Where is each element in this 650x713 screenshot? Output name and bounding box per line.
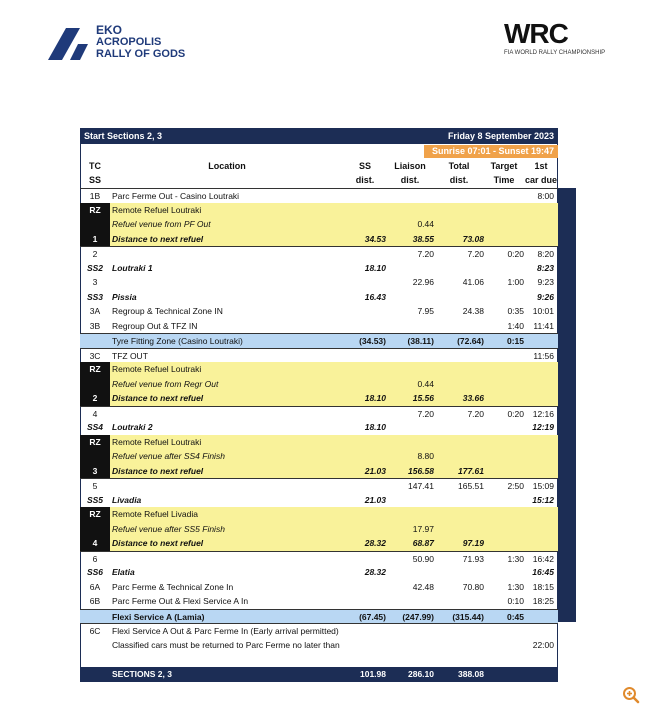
table-date: Friday 8 September 2023 bbox=[447, 131, 554, 141]
cell-location: Elatia bbox=[112, 567, 135, 577]
table-row bbox=[80, 290, 558, 305]
col-total-2: dist. bbox=[449, 175, 469, 185]
table-row bbox=[80, 551, 558, 566]
cell-ss-dist: 34.53 bbox=[364, 233, 386, 244]
cell-ss-dist: 21.03 bbox=[364, 465, 386, 476]
sun-times-bar bbox=[424, 145, 558, 158]
cell-liaison-dist: 0.44 bbox=[417, 219, 434, 229]
col-ss-label: SS bbox=[88, 175, 101, 185]
table-row bbox=[80, 217, 558, 232]
cell-location: Distance to next refuel bbox=[112, 465, 204, 476]
cell-first-car-due: 16:42 bbox=[532, 553, 554, 564]
cell-total-dist: 165.51 bbox=[458, 481, 484, 491]
table-row bbox=[80, 493, 558, 508]
cell-liaison-dist: 22.96 bbox=[412, 277, 434, 287]
cell-tc: 1 bbox=[80, 232, 110, 247]
cell-tc: 5 bbox=[92, 481, 98, 491]
table-row bbox=[80, 580, 558, 595]
col-tc bbox=[80, 159, 110, 187]
cell-location: Distance to next refuel bbox=[112, 538, 204, 548]
cell-location: Parc Ferme Out & Flexi Service A In bbox=[112, 596, 249, 606]
cell-location: SECTIONS 2, 3 bbox=[112, 668, 172, 679]
cell-ss-dist: 18.10 bbox=[364, 262, 386, 273]
col-ss-dist-1: SS bbox=[358, 161, 371, 171]
cell-location: Refuel venue after SS4 Finish bbox=[112, 451, 225, 461]
cell-tc bbox=[80, 217, 110, 232]
table-row bbox=[80, 377, 558, 392]
cell-tc: 6C bbox=[89, 626, 101, 636]
table-row bbox=[80, 667, 558, 682]
acropolis-a-icon bbox=[44, 26, 92, 62]
table-row bbox=[80, 522, 558, 537]
cell-tc: 3A bbox=[89, 306, 101, 316]
cell-first-car-due: 8:23 bbox=[536, 262, 554, 273]
table-row bbox=[80, 435, 558, 450]
logo-brand: EKO bbox=[96, 23, 123, 37]
section-3-text: Section 3 bbox=[576, 447, 588, 493]
cell-liaison-dist: 286.10 bbox=[408, 668, 434, 679]
cell-liaison-dist: 156.58 bbox=[408, 465, 434, 476]
cell-location: Remote Refuel Loutraki bbox=[112, 436, 202, 447]
table-row bbox=[80, 203, 558, 218]
cell-location: Parc Ferme & Technical Zone In bbox=[112, 581, 234, 592]
table-row bbox=[80, 420, 558, 435]
cell-target-time: 0:20 bbox=[507, 408, 524, 419]
cell-tc: RZ bbox=[80, 362, 110, 377]
section-2-label bbox=[558, 188, 588, 318]
cell-tc: SS5 bbox=[86, 494, 104, 505]
cell-target-time: 0:35 bbox=[507, 306, 524, 316]
cell-tc: RZ bbox=[80, 507, 110, 522]
cell-liaison-dist: 7.20 bbox=[417, 249, 434, 259]
cell-tc: SS3 bbox=[86, 291, 104, 302]
cell-liaison-dist: 7.95 bbox=[417, 306, 434, 316]
cell-tc bbox=[80, 449, 110, 464]
table-row bbox=[80, 275, 558, 290]
cell-liaison-dist: 15.56 bbox=[412, 393, 434, 403]
cell-location: Classified cars must be returned to Parc Ferme no later than bbox=[112, 639, 340, 650]
cell-tc: SS6 bbox=[86, 567, 104, 577]
cell-total-dist: 388.08 bbox=[458, 668, 484, 679]
cell-first-car-due: 18:25 bbox=[532, 596, 554, 606]
cell-liaison-dist: 38.55 bbox=[412, 233, 434, 244]
cell-ss-dist: 18.10 bbox=[364, 393, 386, 403]
cell-tc: 2 bbox=[92, 249, 98, 259]
table-row bbox=[80, 623, 558, 638]
section-2-text: Section 2 bbox=[576, 230, 588, 276]
col-liaison-1: Liaison bbox=[394, 161, 426, 171]
cell-ss-dist: 28.32 bbox=[364, 567, 386, 577]
cell-location: Loutraki 1 bbox=[112, 262, 153, 273]
section-3-label bbox=[558, 318, 588, 622]
table-row bbox=[80, 246, 558, 261]
cell-ss-dist: 21.03 bbox=[364, 494, 386, 505]
cell-first-car-due: 10:01 bbox=[532, 306, 554, 316]
col-liaison bbox=[386, 159, 434, 187]
cell-tc: SS4 bbox=[86, 422, 104, 432]
wrc-logo-sub: FIA WORLD RALLY CHAMPIONSHIP bbox=[504, 50, 606, 56]
cell-location: Pissia bbox=[112, 291, 137, 302]
table-row bbox=[80, 449, 558, 464]
cell-first-car-due: 15:12 bbox=[532, 494, 554, 505]
cell-tc: SS2 bbox=[86, 262, 104, 273]
cell-location: Remote Refuel Loutraki bbox=[112, 204, 202, 215]
table-row bbox=[80, 594, 558, 609]
cell-total-dist: 71.93 bbox=[462, 553, 484, 564]
table-row bbox=[80, 333, 558, 348]
cell-liaison-dist: (247.99) bbox=[402, 611, 434, 622]
cell-total-dist: 41.06 bbox=[462, 277, 484, 287]
col-target-1: Target bbox=[490, 161, 518, 171]
cell-total-dist: 33.66 bbox=[462, 393, 484, 403]
table-title: Start Sections 2, 3 bbox=[84, 131, 163, 141]
table-row bbox=[80, 638, 558, 653]
table-row bbox=[80, 348, 558, 363]
cell-target-time: 0:20 bbox=[507, 249, 524, 259]
cell-tc: 3B bbox=[89, 320, 101, 331]
wrc-logo-text: WRC bbox=[504, 18, 568, 49]
cell-tc: 3 bbox=[92, 277, 98, 287]
cell-location: Regroup Out & TFZ IN bbox=[112, 320, 198, 331]
sun-times: Sunrise 07:01 - Sunset 19:47 bbox=[431, 146, 554, 156]
cell-first-car-due: 9:23 bbox=[537, 277, 554, 287]
cell-location: Regroup & Technical Zone IN bbox=[112, 306, 223, 316]
cell-target-time: 0:10 bbox=[507, 596, 524, 606]
cell-liaison-dist: 8.80 bbox=[417, 451, 434, 461]
logo-line1: ACROPOLIS bbox=[96, 36, 162, 48]
cell-tc: 3 bbox=[80, 464, 110, 479]
logo-text bbox=[96, 24, 185, 60]
cell-total-dist: 7.20 bbox=[467, 249, 484, 259]
col-total-1: Total bbox=[448, 161, 470, 171]
cell-tc: 2 bbox=[80, 391, 110, 406]
cell-ss-dist: 16.43 bbox=[364, 291, 386, 302]
cell-total-dist: 70.80 bbox=[462, 581, 484, 592]
logo-line2: RALLY OF GODS bbox=[96, 48, 186, 60]
cell-tc: 4 bbox=[80, 536, 110, 551]
cell-first-car-due: 18:15 bbox=[532, 581, 554, 592]
table-row bbox=[80, 319, 558, 334]
cell-target-time: 2:50 bbox=[507, 481, 524, 491]
col-first-car-1: 1st bbox=[534, 161, 548, 171]
cell-ss-dist: (67.45) bbox=[359, 611, 386, 622]
cell-total-dist: 97.19 bbox=[462, 538, 484, 548]
col-location: Location bbox=[208, 161, 246, 171]
cell-tc: RZ bbox=[80, 435, 110, 450]
col-first-car-2: car due bbox=[524, 175, 557, 185]
cell-total-dist: (72.64) bbox=[457, 336, 484, 346]
cell-total-dist: 7.20 bbox=[467, 408, 484, 419]
cell-location: TFZ OUT bbox=[112, 350, 148, 361]
cell-first-car-due: 22:00 bbox=[532, 639, 554, 650]
col-first-car bbox=[524, 159, 558, 187]
cell-ss-dist: 101.98 bbox=[360, 668, 386, 679]
cell-ss-dist: 18.10 bbox=[364, 422, 386, 432]
table-header bbox=[80, 158, 558, 189]
cell-location: Remote Refuel Loutraki bbox=[112, 364, 202, 374]
cell-ss-dist: 28.32 bbox=[364, 538, 386, 548]
cell-first-car-due: 8:20 bbox=[537, 249, 554, 259]
cell-tc: 3C bbox=[89, 350, 101, 361]
cell-total-dist: 24.38 bbox=[462, 306, 484, 316]
cell-location: Distance to next refuel bbox=[112, 233, 204, 244]
cell-total-dist: 177.61 bbox=[458, 465, 484, 476]
cell-first-car-due: 12:19 bbox=[532, 422, 554, 432]
table-row bbox=[80, 478, 558, 493]
table-row bbox=[80, 565, 558, 580]
cell-first-car-due: 16:45 bbox=[532, 567, 554, 577]
table-row bbox=[80, 391, 558, 406]
table-row bbox=[80, 609, 558, 624]
cell-tc: RZ bbox=[80, 203, 110, 218]
col-target bbox=[484, 159, 524, 187]
table-row bbox=[80, 362, 558, 377]
cell-liaison-dist: 42.48 bbox=[412, 581, 434, 592]
cell-total-dist: 73.08 bbox=[462, 233, 484, 244]
cell-location: Distance to next refuel bbox=[112, 393, 204, 403]
cell-tc: 6A bbox=[89, 581, 101, 592]
cell-target-time: 1:30 bbox=[507, 581, 524, 592]
cell-target-time: 1:30 bbox=[507, 553, 524, 564]
table-row bbox=[80, 464, 558, 479]
cell-liaison-dist: (38.11) bbox=[407, 336, 434, 346]
col-ss-dist-2: dist. bbox=[355, 175, 375, 185]
cell-tc: 6 bbox=[92, 553, 98, 564]
table-row bbox=[80, 188, 558, 203]
table-row bbox=[80, 507, 558, 522]
cell-total-dist: (315.44) bbox=[452, 611, 484, 622]
wrc-logo bbox=[504, 20, 604, 60]
cell-ss-dist: (34.53) bbox=[359, 336, 386, 346]
col-total bbox=[434, 159, 484, 187]
cell-location: Livadia bbox=[112, 494, 142, 505]
table-row bbox=[80, 406, 558, 421]
cell-tc bbox=[80, 377, 110, 392]
cell-first-car-due: 11:56 bbox=[533, 350, 554, 361]
cell-liaison-dist: 17.97 bbox=[412, 523, 434, 534]
cell-liaison-dist: 50.90 bbox=[412, 553, 434, 564]
cell-location: Refuel venue after SS5 Finish bbox=[112, 523, 225, 534]
cell-tc bbox=[80, 522, 110, 537]
cell-liaison-dist: 147.41 bbox=[408, 481, 434, 491]
cell-target-time: 1:00 bbox=[507, 277, 524, 287]
cell-first-car-due: 11:41 bbox=[533, 320, 554, 331]
cell-first-car-due: 8:00 bbox=[537, 191, 554, 201]
cell-liaison-dist: 7.20 bbox=[417, 408, 434, 419]
table-row bbox=[80, 536, 558, 551]
table-row bbox=[80, 232, 558, 247]
cell-tc: 1B bbox=[89, 191, 101, 201]
col-ss-dist bbox=[344, 159, 386, 187]
cell-tc: 6B bbox=[89, 596, 101, 606]
table-title-bar bbox=[80, 128, 558, 144]
table-row bbox=[80, 304, 558, 319]
cell-tc: 4 bbox=[92, 408, 98, 419]
cell-location: Refuel venue from PF Out bbox=[112, 219, 211, 229]
cell-target-time: 1:40 bbox=[507, 320, 524, 331]
cell-liaison-dist: 0.44 bbox=[417, 378, 434, 389]
cell-location: Loutraki 2 bbox=[112, 422, 153, 432]
cell-first-car-due: 12:16 bbox=[532, 408, 554, 419]
cell-first-car-due: 15:09 bbox=[532, 481, 554, 491]
cell-target-time: 0:15 bbox=[506, 336, 524, 346]
col-target-2: Time bbox=[493, 175, 515, 185]
cell-target-time: 0:45 bbox=[506, 611, 524, 622]
cell-location: Parc Ferme Out - Casino Loutraki bbox=[112, 191, 240, 201]
cell-location: Remote Refuel Livadia bbox=[112, 509, 198, 519]
eko-acropolis-logo bbox=[44, 24, 204, 64]
col-liaison-2: dist. bbox=[400, 175, 420, 185]
cell-liaison-dist: 68.87 bbox=[412, 538, 434, 548]
table-row bbox=[80, 652, 558, 667]
table-row bbox=[80, 261, 558, 276]
col-tc-label: TC bbox=[89, 161, 101, 171]
cell-location: Tyre Fitting Zone (Casino Loutraki) bbox=[112, 336, 243, 346]
zoom-in-icon[interactable] bbox=[622, 686, 640, 704]
cell-first-car-due: 9:26 bbox=[536, 291, 554, 302]
cell-location: Refuel venue from Regr Out bbox=[112, 378, 219, 389]
cell-location: Flexi Service A (Lamia) bbox=[112, 611, 205, 622]
cell-location: Flexi Service A Out & Parc Ferme In (Early arrival permitted) bbox=[112, 626, 339, 636]
